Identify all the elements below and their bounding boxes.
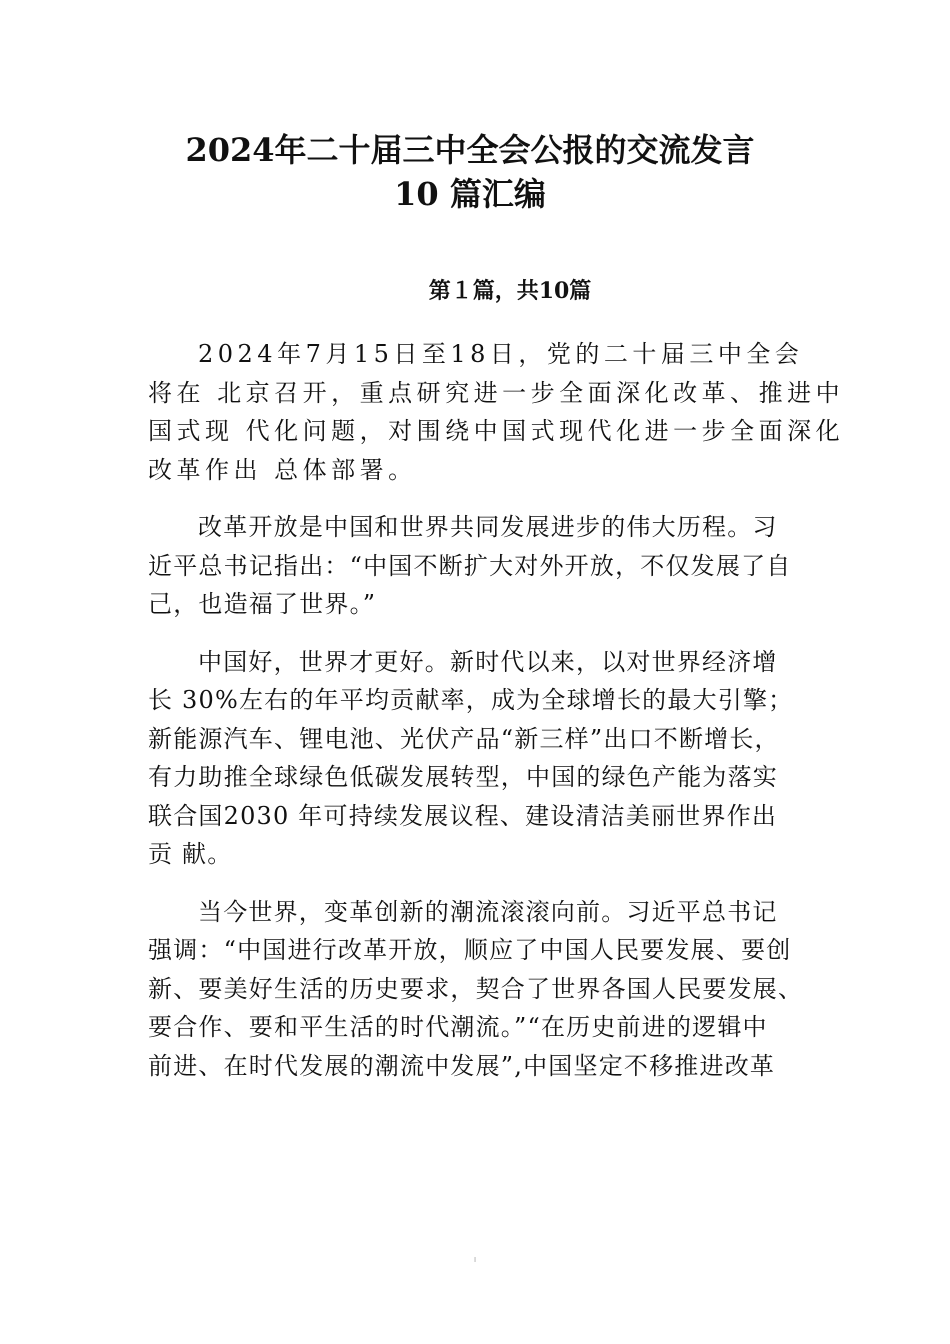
paragraph-line: 要合作、要和平生活的时代潮流。”“在历史前进的逻辑中 (148, 1013, 768, 1041)
paragraph-3 (148, 643, 834, 874)
paragraph-line: 2024年7月15日至18日，党的二十届三中全会 (198, 340, 804, 368)
paragraph-line: 新能源汽车、锂电池、光伏产品“新三样”出口不断增长， (148, 724, 780, 753)
paragraph-line: 将在 北京召开，重点研究进一步全面深化改革、推进中 (148, 378, 845, 407)
paragraph-line: 当今世界，变革创新的潮流滚滚向前。习近平总书记 (198, 897, 778, 926)
document-title (120, 128, 820, 216)
paragraph-line: 有力助推全球绿色低碳发展转型，中国的绿色产能为落实 (148, 763, 778, 791)
paragraph-2 (148, 508, 834, 624)
paragraph-line: 改革作出 总体部署。 (148, 455, 417, 484)
paragraph-line: 长 30%左右的年平均贡献率，成为全球增长的最大引擎； (148, 686, 794, 714)
paragraph-line: 新、要美好生活的历史要求，契合了世界各国人民要发展、 (148, 974, 804, 1003)
paragraph-line: 贡 献。 (148, 840, 233, 868)
document-title-line-1: 2024年二十届三中全会公报的交流发言 (185, 131, 755, 169)
paragraph-line: 己，也造福了世界。” (148, 590, 377, 618)
page-marker: I (473, 1256, 477, 1264)
document-body (148, 335, 845, 1104)
document-title-line-2: 10 篇汇编 (394, 175, 546, 213)
section-heading: 第１篇，共10篇 (428, 278, 592, 304)
paragraph-line: 联合国2030 年可持续发展议程、建设清洁美丽世界作出 (148, 801, 778, 830)
paragraph-line: 改革开放是中国和世界共同发展进步的伟大历程。习 (198, 513, 778, 541)
paragraph-line: 近平总书记指出：“中国不断扩大对外开放，不仅发展了自 (148, 551, 792, 580)
paragraph-line: 前进、在时代发展的潮流中发展”,中国坚定不移推进改革 (148, 1051, 776, 1080)
paragraph-line: 强调：“中国进行改革开放，顺应了中国人民要发展、要创 (148, 936, 792, 964)
paragraph-line: 国式现 代化问题，对围绕中国式现代化进一步全面深化 (148, 417, 845, 445)
paragraph-4 (148, 893, 834, 1086)
paragraph-line: 中国好，世界才更好。新时代以来，以对世界经济增 (198, 647, 778, 676)
paragraph-1 (148, 335, 845, 489)
